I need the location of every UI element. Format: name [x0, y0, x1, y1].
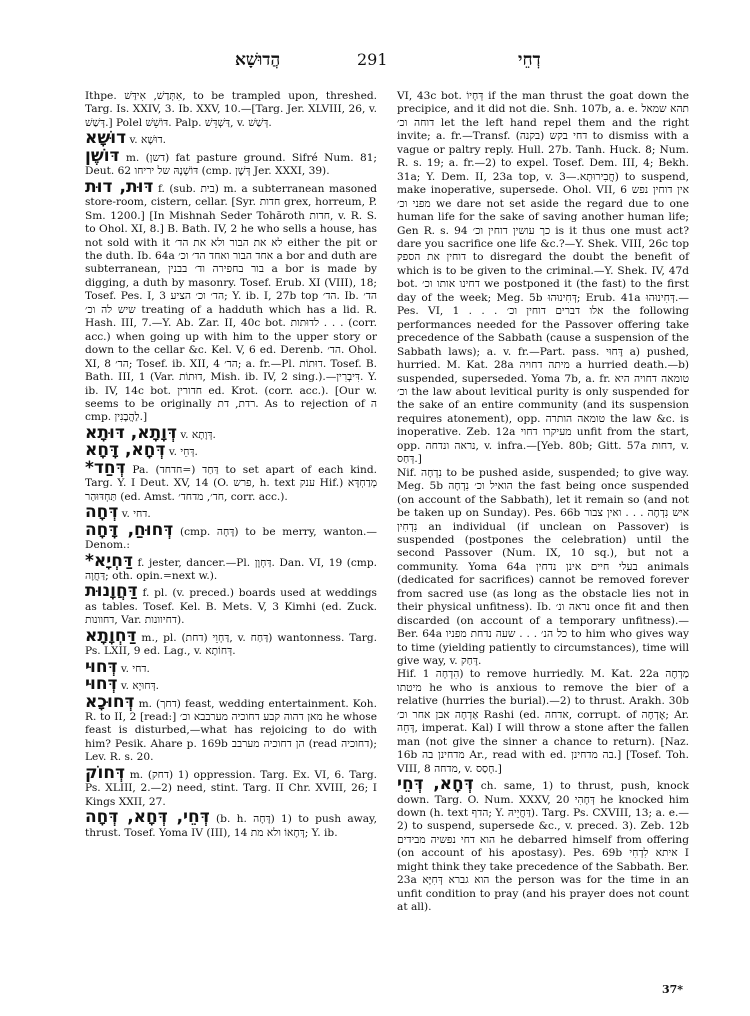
entry-text: f. pl. (v. preced.) boards used at weddings as tables. Tosef. Kel. B. Mets. V, 3 Kimhi (ed. Zuck. דחוונות, Var. דחיוונות).: [85, 587, 377, 627]
dictionary-entry: [85, 519, 377, 553]
dictionary-entry: [85, 550, 377, 584]
signature-mark: 37*: [662, 983, 684, 996]
right-column: [397, 90, 689, 915]
entry-continuation: [397, 668, 689, 776]
headword: דְּחוּי: [85, 674, 118, 695]
headword: דְּחוּחַ, דָּחָה: [85, 519, 174, 540]
entry-text: v. דחי.: [121, 508, 151, 521]
headword: *דְּחַד: [85, 457, 126, 478]
entry-text: Nif. נִדְחָה to be pushed aside, suspended; to give way. Meg. 5b הואיל וכ׳ נִדְחָה the fast being once suspended (on account of the Sabbath), let it remain so (and not be taken up on Sunday). Pes. 66b איש נִדְחֶה . . . ואין צבור נִדְחִין an individual (if unclean on Passover) is suspended (postpones the celebration) until the second Passover (Num. IX, 10 sq.), but not a community. Yoma 64a בעלי חיים אינן נדחין animals (dedicated for sacrifices) cannot be removed forever from sacred use (as long as the obstacle lies not in their physical unfitness). Ib. נראה ונ׳ once fit and then discarded (on account of a temporary unfitness).—Ber. 64a כל הנ׳ . . . שעה נדחת מפניו to him who gives way to time (yielding patiently to circumstances), time will give way, v. דָּחַק.: [397, 466, 690, 668]
headword: דַּחֲוָנוּת: [85, 581, 138, 602]
headword: דוּשָׁא: [85, 128, 127, 149]
headword: דַּחְוָתָא: [85, 625, 137, 646]
entry-text: v. דְּחוּיָא.: [120, 680, 159, 693]
entry-text: f. (sub. בית) m. a subterranean masoned store-room, cistern, cellar. [Syr. חדות grex, horreum, P. Sm. 1200.] [In Mishnah Seder Tohăroth חדות, v. R. S. to Ohol. XI, 8.] B. Bath. IV, 2 he who sells a house, has not sold with it לא את הבור ולא את הד׳ either the pit or the duth. Ib. 64a אחד הבור ואחד הד׳ וכ׳ a bor and duth are subterranean, בור בחפירה וד׳ בבנין a bor is made by digging, a duth by masonry. Tosef. Erub. XI (VIII), 18; Tosef. Pes. I, 3 הד׳ וכ׳ הציע; Y. ib. I, 27b top הד׳. Ib. הד׳ שיש לה וכ׳ treating of a hadduth which has a lid. R. Hash. III, 7.—Y. Ab. Zar. II, 40c bot. לדוּתות . . . (corr. acc.) when going up with him to the upper story or down to the cellar &c. Kel. V, 6 ed. Derenb. הד׳. Ohol. XI, 8 הד׳; Tosef. ib. XII, 4 הד׳; a. fr.—Pl. דוּתוֹת. Tosef. B. Bath. III, 1 (Var. דוּתוֹת, Mish. ib. IV, 2 sing.).—דִּיבְרִין. Y. ib. IV, 14c bot. חדורין ed. Krot. (corr. acc.). [Our w. seems to be originally רדת, דת. As to rejection of ה cmp. לַהֲבָנִין.]: [85, 182, 378, 424]
entry-text: m. (דחך) feast, wedding entertainment. Koh. R. to II, 2 [read:] מאן דהוה קבע דחוכיה מערבבא וכ׳ he whose feast is disturbed,—what has rejoicing to do with him? Pesik. Ahare p. 169b הן דחוכיה מערבב (read דחוכיה); Lev. R. s. 20.: [85, 697, 377, 764]
dictionary-entry: [85, 440, 377, 461]
running-head-left: הֲדוּשָׁא: [235, 50, 281, 70]
entry-text: v. דְּחֵי.: [168, 446, 198, 459]
headword: דְּחֵי, דְּחָא, דְּחָה: [85, 807, 210, 828]
running-head-right: דְחֵי: [518, 50, 541, 70]
headword: *דַּחְיָא: [85, 550, 133, 571]
page-number: 291: [357, 50, 388, 69]
headword: דּוּת, דוּת: [85, 176, 154, 197]
dictionary-entry: [85, 625, 378, 659]
headword: דְּוָתָא, דּוּתָא: [85, 422, 178, 443]
dictionary-entry: [85, 807, 377, 840]
left-column: [85, 90, 377, 840]
dictionary-entry: [85, 176, 378, 425]
dictionary-entry: [397, 774, 690, 915]
headword: דְּחָא, דְּחֵי: [397, 774, 474, 795]
entry-continuation: [397, 467, 689, 669]
dictionary-entry: [85, 691, 377, 765]
entry-text: v. דחי.: [120, 662, 150, 675]
headword: דּוֹשֶׁן: [85, 145, 120, 166]
entry-text: VI, 43c bot. דְּחָיוֹ if the man thrust the goat down the precipice, and it did not die. Snh. 107b, a. e. תהא שמאל דוחה וכ׳ let the left hand repel them and the right invite; a. fr.—Transf. דחי בקש (בקנה) to dismiss with a vague or paltry reply. Hull. 27b. Tanh. Huck. 8; Num. R. s. 19; a. fr.—2) to expel. Tosef. Dem. III, 4; Bekh. 31a; Y. Dem. II, 23a top, v. חֲבִירוּתָא.—3) to suspend, make inoperative, supersede. Ohol. VII, 6 אין דוחין נפש מפני וכ׳ we dare not set aside the regard due to one human life for the sake of saving another human life; Gen R. s. 94 כך עושין דוחין וכ׳ is it thus one must act? dare you sacrifice one life &c.?—Y. Shek. VIII, 26c top דוחין את הספק to disregard the doubt the benefit of which is to be given to the criminal.—Y. Shek. IV, 47d bot. דחינו אותו וכ׳ we postponed it (the fast) to the first day of the week; Meg. 5b דְּחִינוּהוּ; Erub. 41a דְּחִינוּהוּ.—Pes. VI, 1 . . . אלו דברים דוחין וכ׳ the following performances needed for the Passover offering take precedence of the Sabbath (cause a suspension of the Sabbath laws); a. v. fr.—Part. pass. דָּחוּי a) pushed, hurried. M. Kat. 28a מיתה דחויה a hurried death.—b) suspended, superseded. Yoma 7b, a. fr. טומאה דחויה היא וכ׳ the law about levitical purity is only suspended for the sake of an entire community (and its suspension requires atonement), opp. טומאה הותרה the law &c. is inoperative. Zeb. 12a מעיקרו דחוי unfit from the start, opp. נראה ונדחה, v. infra.—[Yeb. 80b; Gitt. 57a דחות, v. דְּחַס.]: [397, 90, 690, 466]
headword: דְּחָה: [85, 502, 119, 523]
entry-text: Ithpe. אִתְּדַשׁ, אִידַּשׁ, to be trampled upon, threshed. Targ. Is. XXIV, 3. Ib. XXV, 10.—[Targ. Jer. XLVIII, 26, v. דְּשַׁשׁ.] Polel דּוֹשֵׁשׁ. Palp. דַּשְׁדֵּשׁ, v. דְּשַׁשׁ.: [85, 90, 377, 129]
headword: דְּחוּי: [85, 656, 118, 677]
entry-continuation: [85, 90, 377, 130]
dictionary-entry: [85, 145, 377, 179]
entry-text: ch. same, 1) to thrust, push, knock down. Targ. O. Num. XXXV, 20 דְּחָהִי he knocked him down (h. text הדף; Y. דַּחֲיֵיהּ). Targ. Ps. CXVIII, 13; a. e.—2) to suspend, supersede &c., v. preced. 3). Zeb. 12b הוא דחי נפשיה מבידים he debarred himself from offering (on account of his apostasy). Pes. 69b איתא לִדְחִי I might think they take precedence of the Sabbath. Ber. 23a הוא גברא דְּחִיָּא the person was for the time in an unfit condition to pray (and his prayer does not count at all).: [397, 780, 690, 914]
entry-text: v. דוּשָׁא.: [129, 134, 166, 147]
dictionary-entry: [85, 128, 377, 149]
entry-text: Hif. הִדְחָה 1) to remove hurriedly. M. Kat. 22a מַדְחֶה מיטתו he who is anxious to remove the bier of a relative (hurries the burial).—2) to thrust. Arakh. 30b אַדְחָה אבן אחר וכ׳ Rashi (ed. אדחה, corrupt. of אֶדְחֶה; Ar. דְּחֵה, imperat. Kal) I will throw a stone after the fallen man (not give the sinner a chance to return). [Naz. 16b מדחינן בה Ar., read with ed. בה מדחינן.] [Tosef. Toh. VIII, 8 מדחה, v. חָסַס.]: [397, 668, 690, 775]
entry-text: m., pl. דַּחְוֵי (דחת), v. דַּחַח) wantonness. Targ. Ps. LXII, 9 ed. Lag., v. דְּחוֹתָא.: [85, 631, 378, 658]
dictionary-entry: [85, 656, 377, 677]
dictionary-entry: [85, 457, 377, 504]
entry-text: m. (דחק) 1) oppression. Targ. Ex. VI, 6. Targ. Ps. XLIII, 2.—2) need, stint. Targ. II Chr. XVIII, 26; I Kings XXII, 27.: [85, 768, 377, 808]
entry-text: Pa. דַּחַד (=חדחד) to set apart of each kind. Targ. Y. I Deut. XV, 14 (O. פרש, h. text ענק Hif.) מְדַחְדָּא תַּחְדּוּהַר (ed. Amst. חד׳, מדחד׳, corr. acc.).: [85, 463, 377, 503]
entry-text: f. jester, dancer.—Pl. דַּחְוָן. Dan. VI, 19 (cmp. דַּחֲוָה; oth. opin.=next w.).: [85, 556, 377, 582]
dictionary-entry: [85, 762, 377, 809]
entry-continuation: [397, 90, 689, 467]
headword: דְּחוּכָא: [85, 691, 135, 712]
headword: דְּחוֹק: [85, 762, 126, 783]
headword: דְּחָא, דָּחָא: [85, 440, 166, 461]
entry-text: (b. h. דָּחָה) 1) to push away, thrust. Tosef. Yoma IV (III), 14 דְּחָאוֹ ולא מת; Y. ib.: [85, 813, 377, 839]
dictionary-entry: [85, 581, 377, 627]
entry-text: v. דְּוָתָא.: [180, 428, 216, 441]
entry-text: m. (דשן) fat pasture ground. Sifré Num. 81; Deut. 62 דּוֹשְׁנָהּ של יריחו (cmp. דְּשֶׁן Jer. XXXI, 39).: [85, 151, 377, 178]
entry-text: (cmp. דָּחָה) to be merry, wanton.—Denom.:: [85, 525, 377, 552]
